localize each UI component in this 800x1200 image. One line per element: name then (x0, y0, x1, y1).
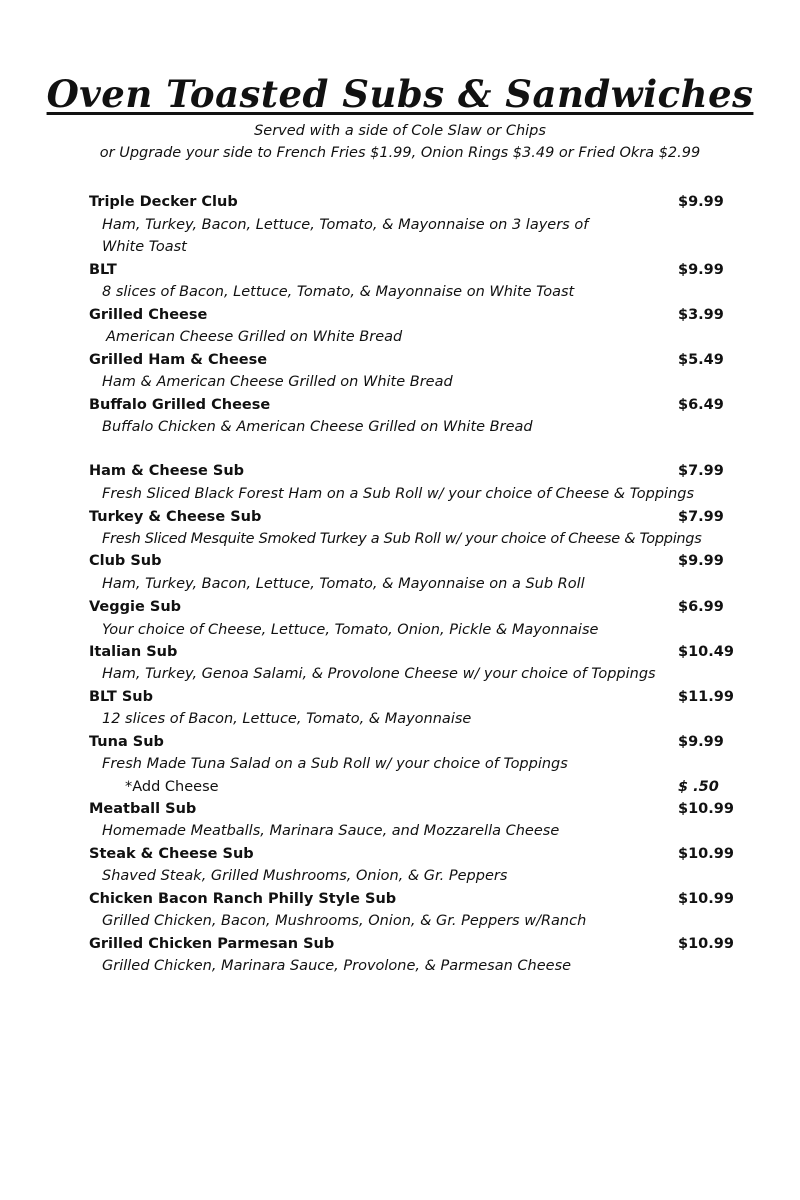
menu-item-description: Ham, Turkey, Genoa Salami, & Provolone Cheese w/ your choice of Toppings (102, 666, 656, 682)
menu-item-price: $5.49 (678, 352, 724, 368)
menu-item-price: $9.99 (678, 262, 724, 278)
menu-item-name: Grilled Chicken Parmesan Sub (89, 936, 335, 952)
menu-item-description: Ham, Turkey, Bacon, Lettuce, Tomato, & Mayonnaise on 3 layers of (102, 217, 589, 233)
menu-item-name: BLT (89, 262, 117, 278)
menu-item-name: Tuna Sub (89, 734, 164, 750)
menu-item-description: Shaved Steak, Grilled Mushrooms, Onion, & Gr. Peppers (102, 868, 508, 884)
menu-title: Oven Toasted Subs & Sandwiches (46, 72, 754, 116)
addon-label: *Add Cheese (125, 779, 219, 795)
menu-item-price: $10.99 (678, 936, 734, 952)
menu-item-price: $3.99 (678, 307, 724, 323)
menu-subtitle-line2: or Upgrade your side to French Fries $1.99, Onion Rings $3.49 or Fried Okra $2.99 (99, 145, 701, 161)
menu-item-name: Grilled Cheese (89, 307, 208, 323)
menu-item-name: Meatball Sub (89, 801, 197, 817)
menu-item-price: $6.99 (678, 599, 724, 615)
menu-item-price: $7.99 (678, 509, 724, 525)
menu-item-name: Italian Sub (89, 644, 178, 660)
menu-item-price: $6.49 (678, 397, 724, 413)
menu-item-name: Grilled Ham & Cheese (89, 352, 268, 368)
menu-item-description: Ham, Turkey, Bacon, Lettuce, Tomato, & Mayonnaise on a Sub Roll (102, 576, 585, 592)
menu-item-price: $10.99 (678, 801, 734, 817)
menu-item-name: Triple Decker Club (89, 194, 238, 210)
menu-item-price: $10.49 (678, 644, 734, 660)
menu-item-description: White Toast (102, 239, 187, 255)
menu-item-price: $9.99 (678, 734, 724, 750)
menu-item-description: Buffalo Chicken & American Cheese Grilled on White Bread (102, 419, 533, 435)
menu-item-description: Fresh Made Tuna Salad on a Sub Roll w/ your choice of Toppings (102, 756, 568, 772)
menu-item-description: 8 slices of Bacon, Lettuce, Tomato, & Mayonnaise on White Toast (102, 284, 575, 300)
menu-subtitle-line1: Served with a side of Cole Slaw or Chips (254, 123, 546, 139)
menu-item-name: Club Sub (89, 553, 162, 569)
menu-item-description: American Cheese Grilled on White Bread (106, 329, 403, 345)
menu-item-name: Buffalo Grilled Cheese (89, 397, 271, 413)
menu-item-name: BLT Sub (89, 689, 153, 705)
menu-item-price: $10.99 (678, 846, 734, 862)
menu-item-description: Your choice of Cheese, Lettuce, Tomato, Onion, Pickle & Mayonnaise (102, 622, 599, 638)
menu-item-description: 12 slices of Bacon, Lettuce, Tomato, & Mayonnaise (102, 711, 472, 727)
menu-item-name: Chicken Bacon Ranch Philly Style Sub (89, 891, 397, 907)
menu-item-price: $9.99 (678, 194, 724, 210)
menu-item-name: Veggie Sub (89, 599, 182, 615)
menu-item-description: Fresh Sliced Mesquite Smoked Turkey a Sub Roll w/ your choice of Cheese & Toppings (102, 531, 702, 547)
menu-item-name: Ham & Cheese Sub (89, 463, 245, 479)
menu-item-price: $11.99 (678, 689, 734, 705)
menu-item-description: Fresh Sliced Black Forest Ham on a Sub Roll w/ your choice of Cheese & Toppings (102, 486, 695, 502)
addon-price: $ .50 (678, 779, 719, 795)
menu-item-description: Grilled Chicken, Bacon, Mushrooms, Onion, & Gr. Peppers w/Ranch (102, 913, 587, 929)
menu-item-name: Steak & Cheese Sub (89, 846, 254, 862)
menu-item-name: Turkey & Cheese Sub (89, 509, 262, 525)
menu-item-description: Ham & American Cheese Grilled on White Bread (102, 374, 453, 390)
menu-item-price: $7.99 (678, 463, 724, 479)
menu-item-description: Homemade Meatballs, Marinara Sauce, and Mozzarella Cheese (102, 823, 560, 839)
menu-item-description: Grilled Chicken, Marinara Sauce, Provolone, & Parmesan Cheese (102, 958, 572, 974)
menu-item-price: $10.99 (678, 891, 734, 907)
menu-item-price: $9.99 (678, 553, 724, 569)
